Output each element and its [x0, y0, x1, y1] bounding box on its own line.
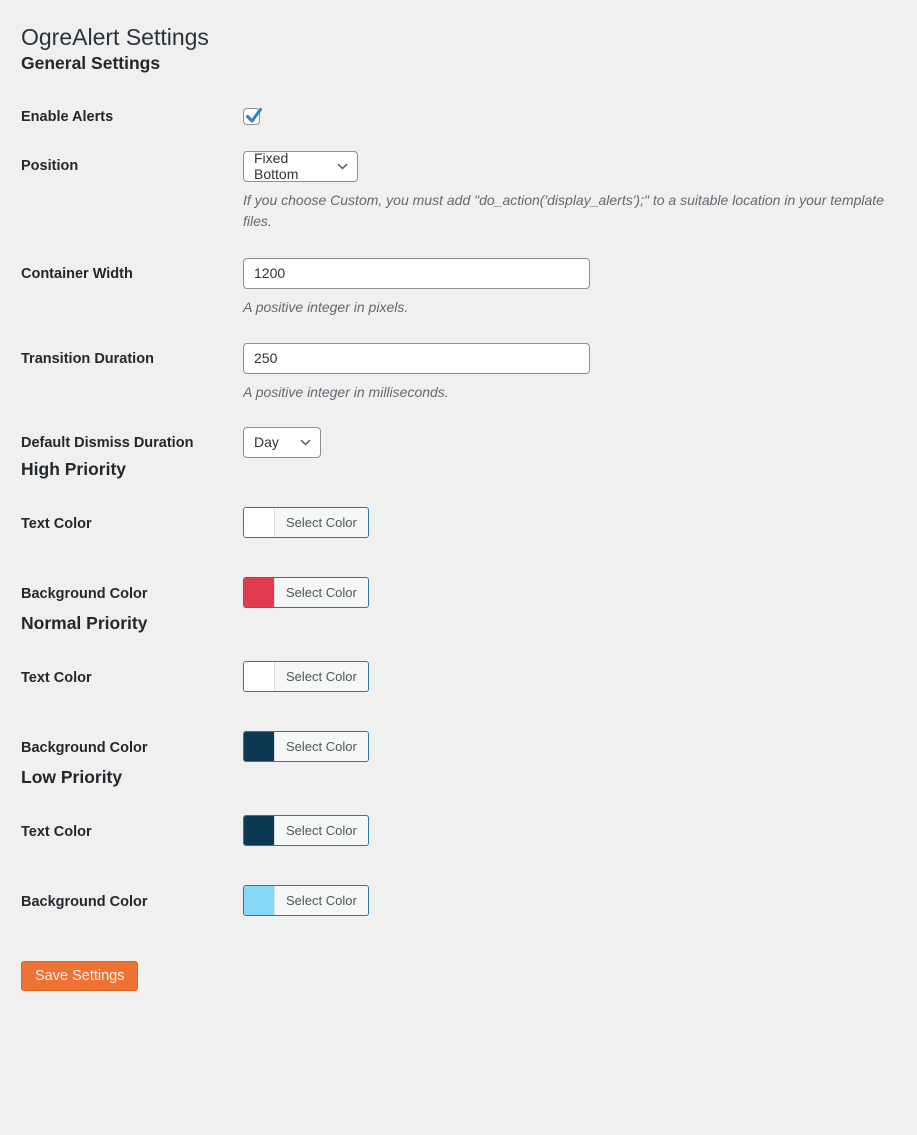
color-swatch — [244, 662, 275, 691]
select-color-label: Select Color — [286, 514, 357, 530]
field-row-normal-text-color — [21, 661, 887, 696]
save-settings-button[interactable]: Save Settings — [21, 961, 138, 991]
color-swatch — [244, 886, 275, 915]
section-heading-low-priority: Low Priority — [21, 766, 123, 787]
low-background-color-picker[interactable] — [243, 885, 369, 916]
normal-background-color-label: Background Color — [21, 739, 148, 756]
high-text-color-label: Text Color — [21, 515, 92, 532]
default-dismiss-duration-value: Day — [254, 434, 279, 450]
chevron-down-icon — [336, 160, 349, 173]
color-swatch — [244, 508, 275, 537]
transition-duration-input[interactable] — [243, 343, 590, 374]
chevron-down-icon — [299, 436, 312, 449]
select-color-label: Select Color — [286, 584, 357, 600]
field-row-normal-background-color — [21, 731, 887, 766]
container-width-input[interactable] — [243, 258, 590, 289]
position-label: Position — [21, 158, 79, 174]
color-swatch — [244, 732, 275, 761]
color-swatch — [244, 816, 275, 845]
normal-text-color-picker[interactable] — [243, 661, 369, 692]
high-background-color-picker[interactable] — [243, 577, 369, 608]
default-dismiss-duration-label: Default Dismiss Duration — [21, 434, 194, 451]
normal-background-color-picker[interactable] — [243, 731, 369, 762]
transition-duration-label: Transition Duration — [21, 350, 154, 367]
transition-duration-description: A positive integer in milliseconds. — [243, 383, 449, 400]
color-swatch — [244, 578, 275, 607]
enable-alerts-label: Enable Alerts — [21, 109, 114, 125]
section-heading-general: General Settings — [21, 53, 161, 73]
container-width-label: Container Width — [21, 265, 133, 282]
field-row-default-dismiss-duration — [21, 427, 887, 458]
normal-text-color-label: Text Color — [21, 669, 92, 686]
position-description: If you choose Custom, you must add "do_action('display_alerts');" to a suitable location in your template files. — [243, 191, 884, 229]
field-row-low-text-color — [21, 815, 887, 850]
check-icon — [245, 107, 262, 124]
high-text-color-picker[interactable] — [243, 507, 369, 538]
select-color-label: Select Color — [286, 738, 357, 754]
page-title: OgreAlert Settings — [21, 24, 209, 50]
select-color-label: Select Color — [286, 668, 357, 684]
select-color-label: Select Color — [286, 822, 357, 838]
field-row-enable-alerts — [21, 107, 887, 128]
enable-alerts-checkbox[interactable] — [243, 108, 260, 125]
field-row-container-width — [21, 258, 887, 318]
section-heading-normal-priority: Normal Priority — [21, 612, 148, 633]
position-select[interactable] — [243, 151, 358, 182]
low-text-color-picker[interactable] — [243, 815, 369, 846]
container-width-description: A positive integer in pixels. — [243, 298, 409, 315]
low-background-color-label: Background Color — [21, 893, 148, 910]
position-select-value: Fixed Bottom — [254, 150, 299, 182]
field-row-low-background-color — [21, 885, 887, 920]
field-row-position — [21, 150, 887, 232]
default-dismiss-duration-select[interactable] — [243, 427, 321, 458]
low-text-color-label: Text Color — [21, 823, 92, 840]
section-heading-high-priority: High Priority — [21, 458, 127, 479]
field-row-transition-duration — [21, 343, 887, 403]
select-color-label: Select Color — [286, 892, 357, 908]
field-row-high-text-color — [21, 507, 887, 542]
high-background-color-label: Background Color — [21, 585, 148, 602]
field-row-high-background-color — [21, 577, 887, 612]
